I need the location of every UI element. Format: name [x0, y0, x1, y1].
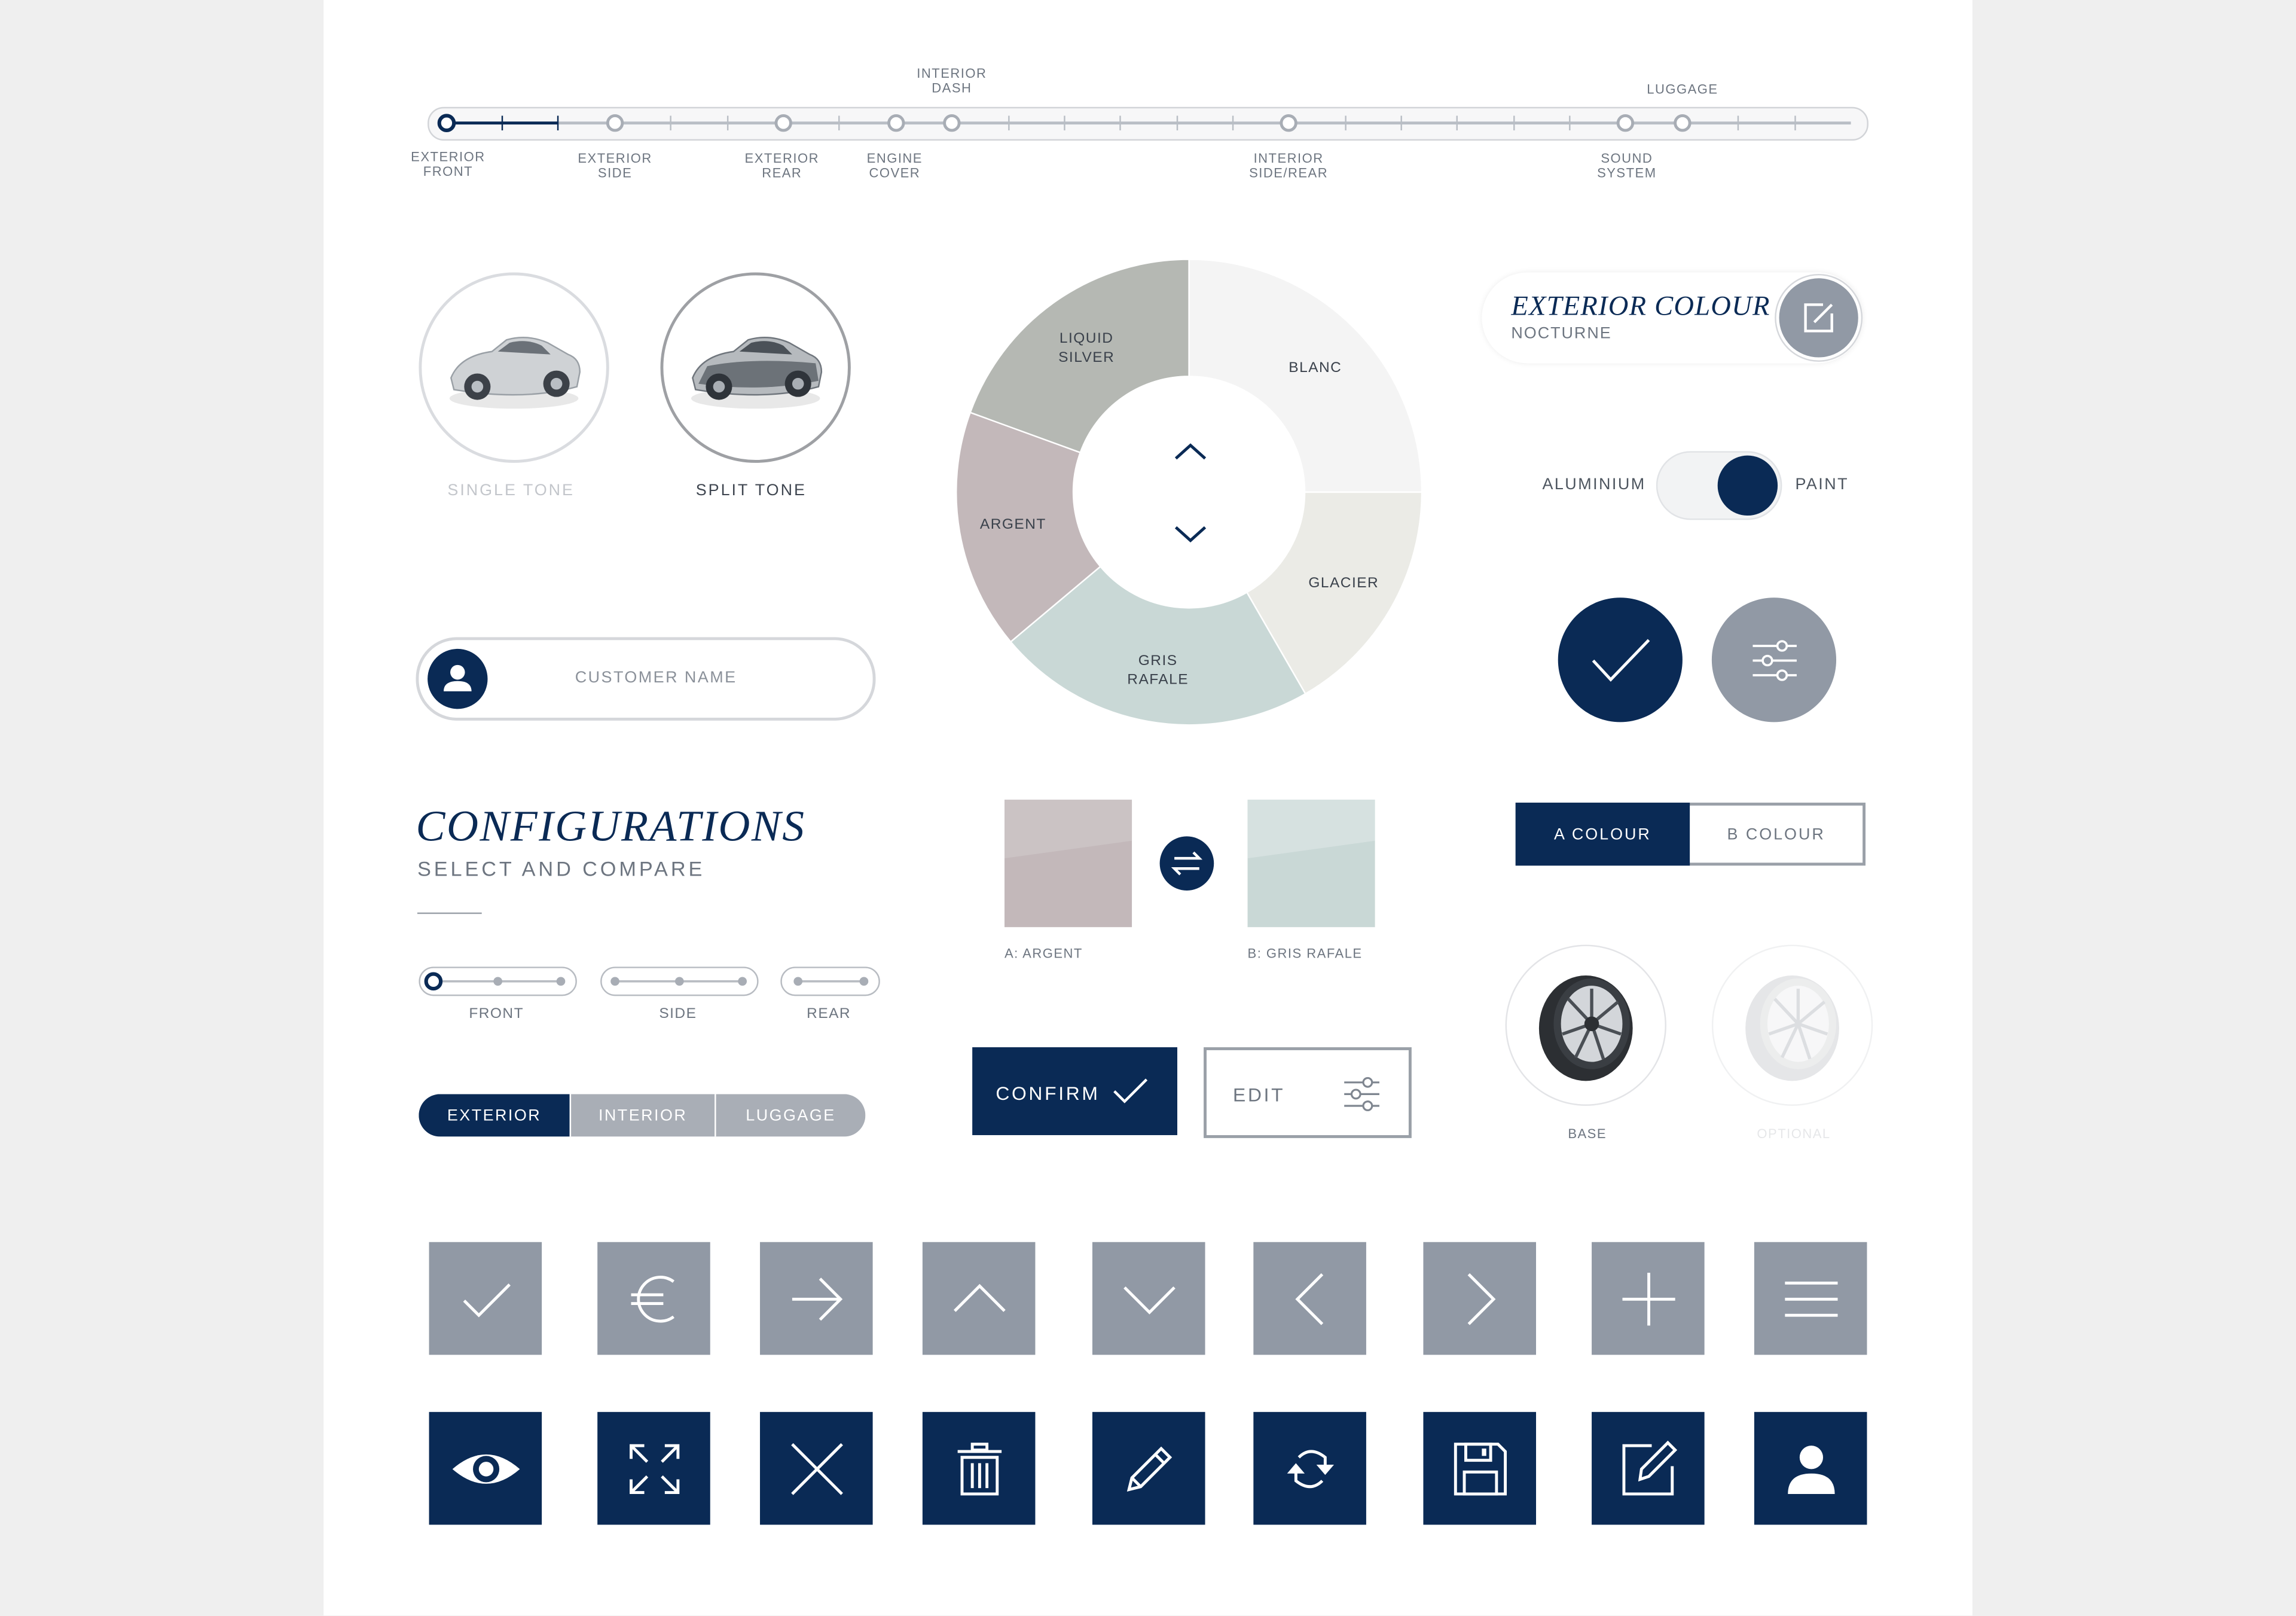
front-view-label: FRONT: [469, 1006, 524, 1023]
exterior-colour-value: NOCTURNE: [1511, 325, 1612, 343]
save-tile[interactable]: [1423, 1412, 1536, 1525]
refresh-icon: [1278, 1436, 1342, 1501]
close-tile[interactable]: [760, 1412, 873, 1525]
customer-name-field[interactable]: [416, 637, 876, 721]
timeline-ticks: [428, 107, 1866, 139]
colour-tabs: [1516, 803, 1866, 865]
wheel-optional-option[interactable]: [1713, 946, 1871, 1104]
expand-tile[interactable]: [597, 1412, 710, 1525]
chevron-up-icon: [949, 1269, 1008, 1328]
car-image-single-tone: [422, 275, 606, 460]
save-icon: [1451, 1439, 1509, 1498]
timeline-node: [1281, 115, 1296, 130]
tab-interior[interactable]: INTERIOR: [570, 1094, 715, 1136]
wheel-down-icon: [1176, 528, 1205, 541]
finish-toggle-knob: [1718, 456, 1778, 516]
tab-luggage[interactable]: LUGGAGE: [715, 1094, 865, 1136]
confirm-button[interactable]: [972, 1047, 1177, 1135]
plus-tile[interactable]: [1592, 1242, 1705, 1355]
aluminium-label: ALUMINIUM: [1542, 475, 1646, 494]
sliders-icon: [1712, 597, 1836, 722]
edit-button[interactable]: [1204, 1047, 1412, 1138]
customer-name-placeholder[interactable]: CUSTOMER NAME: [575, 669, 737, 687]
wheel-image-base: [1507, 946, 1665, 1104]
eye-icon: [449, 1439, 522, 1498]
car-image-split-tone: [663, 275, 848, 460]
finish-toggle[interactable]: [1656, 451, 1782, 520]
wheel-image-optional: [1713, 946, 1871, 1104]
exterior-colour-title: EXTERIOR COLOUR: [1511, 291, 1770, 322]
tab-a-colour[interactable]: A COLOUR: [1516, 803, 1690, 865]
wheel-arrows: [1171, 440, 1210, 548]
timeline-node: [889, 115, 903, 130]
timeline-label-sound-system[interactable]: SOUND SYSTEM: [1597, 151, 1657, 181]
configurations-title: CONFIGURATIONS: [416, 803, 806, 851]
timeline-node-active: [439, 115, 454, 130]
timeline-node: [945, 115, 959, 130]
timeline-node: [607, 115, 622, 130]
rear-view-slider[interactable]: [780, 966, 880, 996]
edit-label: EDIT: [1233, 1084, 1286, 1106]
arrow-right-tile[interactable]: [760, 1242, 873, 1355]
side-view-slider[interactable]: [600, 966, 758, 996]
timeline-label-exterior-front[interactable]: EXTERIOR FRONT: [411, 149, 486, 179]
pencil-icon: [1119, 1439, 1178, 1498]
arrow-right-icon: [787, 1269, 845, 1328]
menu-tile[interactable]: [1754, 1242, 1867, 1355]
edit-icon: [1619, 1439, 1677, 1498]
chevron-down-tile[interactable]: [1092, 1242, 1205, 1355]
chevron-down-icon: [1119, 1269, 1178, 1328]
pencil-tile[interactable]: [1092, 1412, 1205, 1525]
refresh-tile[interactable]: [1253, 1412, 1366, 1525]
tab-exterior[interactable]: EXTERIOR: [419, 1094, 569, 1136]
chevron-left-icon: [1281, 1269, 1339, 1328]
wheel-base-label: BASE: [1568, 1126, 1607, 1141]
wheel-optional-label: OPTIONAL: [1757, 1126, 1831, 1141]
split-tone-label: SPLIT TONE: [695, 481, 807, 500]
user-avatar-icon: [428, 649, 487, 709]
chevron-right-icon: [1451, 1269, 1509, 1328]
round-settings-button[interactable]: [1712, 597, 1836, 722]
user-tile[interactable]: [1754, 1412, 1867, 1525]
tab-b-colour[interactable]: B COLOUR: [1727, 825, 1825, 843]
menu-icon: [1781, 1269, 1840, 1328]
edit-icon: [1779, 278, 1858, 357]
expand-icon: [624, 1439, 683, 1498]
swatch-a[interactable]: [1004, 800, 1132, 927]
timeline-label-interior-dash[interactable]: INTERIOR DASH: [917, 66, 987, 96]
wheel-label: GLACIER: [1308, 575, 1379, 592]
view-tile[interactable]: [429, 1412, 542, 1525]
check-icon: [1558, 597, 1683, 722]
trash-icon: [949, 1439, 1008, 1498]
delete-tile[interactable]: [923, 1412, 1036, 1525]
timeline-label-interior-side-rear[interactable]: INTERIOR SIDE/REAR: [1249, 151, 1329, 181]
divider: [417, 913, 482, 914]
wheel-label: ARGENT: [979, 517, 1046, 533]
wheel-base-option[interactable]: [1507, 946, 1665, 1104]
rear-view-label: REAR: [807, 1006, 851, 1023]
wheel-label: GRIS RAFALE: [1127, 653, 1189, 689]
configurations-subtitle: SELECT AND COMPARE: [417, 856, 706, 880]
single-tone-label: SINGLE TONE: [447, 481, 575, 500]
sliders-icon: [1341, 1077, 1382, 1112]
confirm-label: CONFIRM: [996, 1082, 1100, 1105]
section-tabs: [419, 1094, 865, 1136]
swap-button[interactable]: [1160, 836, 1214, 891]
timeline-label-exterior-side[interactable]: EXTERIOR SIDE: [578, 151, 652, 181]
timeline-label-luggage[interactable]: LUGGAGE: [1647, 82, 1718, 97]
round-confirm-button[interactable]: [1558, 597, 1683, 722]
euro-icon: [624, 1269, 683, 1328]
swatch-a-label: A: ARGENT: [1004, 946, 1083, 961]
chevron-right-tile[interactable]: [1423, 1242, 1536, 1355]
timeline-node: [1675, 115, 1690, 130]
swatch-b-label: B: GRIS RAFALE: [1247, 946, 1363, 961]
user-icon: [1781, 1439, 1840, 1498]
swatch-b[interactable]: [1248, 800, 1375, 927]
paint-label: PAINT: [1795, 475, 1849, 494]
confirm-check-icon: [1110, 1074, 1151, 1109]
side-view-label: SIDE: [659, 1006, 697, 1023]
check-icon: [456, 1269, 515, 1328]
wheel-up-icon: [1176, 445, 1205, 458]
timeline-node: [1618, 115, 1632, 130]
exterior-colour-edit-button[interactable]: [1779, 278, 1858, 357]
swap-icon: [1160, 836, 1214, 891]
euro-tile[interactable]: [597, 1242, 710, 1355]
wheel-label: LIQUID SILVER: [1058, 331, 1115, 367]
plus-icon: [1619, 1269, 1677, 1328]
timeline-label-exterior-rear[interactable]: EXTERIOR REAR: [744, 151, 819, 181]
chevron-left-tile[interactable]: [1253, 1242, 1366, 1355]
split-tone-option[interactable]: [660, 273, 850, 463]
timeline-label-engine-cover[interactable]: ENGINE COVER: [866, 151, 923, 181]
single-tone-option[interactable]: [419, 273, 609, 463]
check-tile[interactable]: [429, 1242, 542, 1355]
close-icon: [787, 1439, 845, 1498]
edit-tile[interactable]: [1592, 1412, 1705, 1525]
chevron-up-tile[interactable]: [923, 1242, 1036, 1355]
timeline-node: [776, 115, 790, 130]
wheel-label: BLANC: [1289, 359, 1342, 376]
front-view-slider[interactable]: [419, 966, 576, 996]
